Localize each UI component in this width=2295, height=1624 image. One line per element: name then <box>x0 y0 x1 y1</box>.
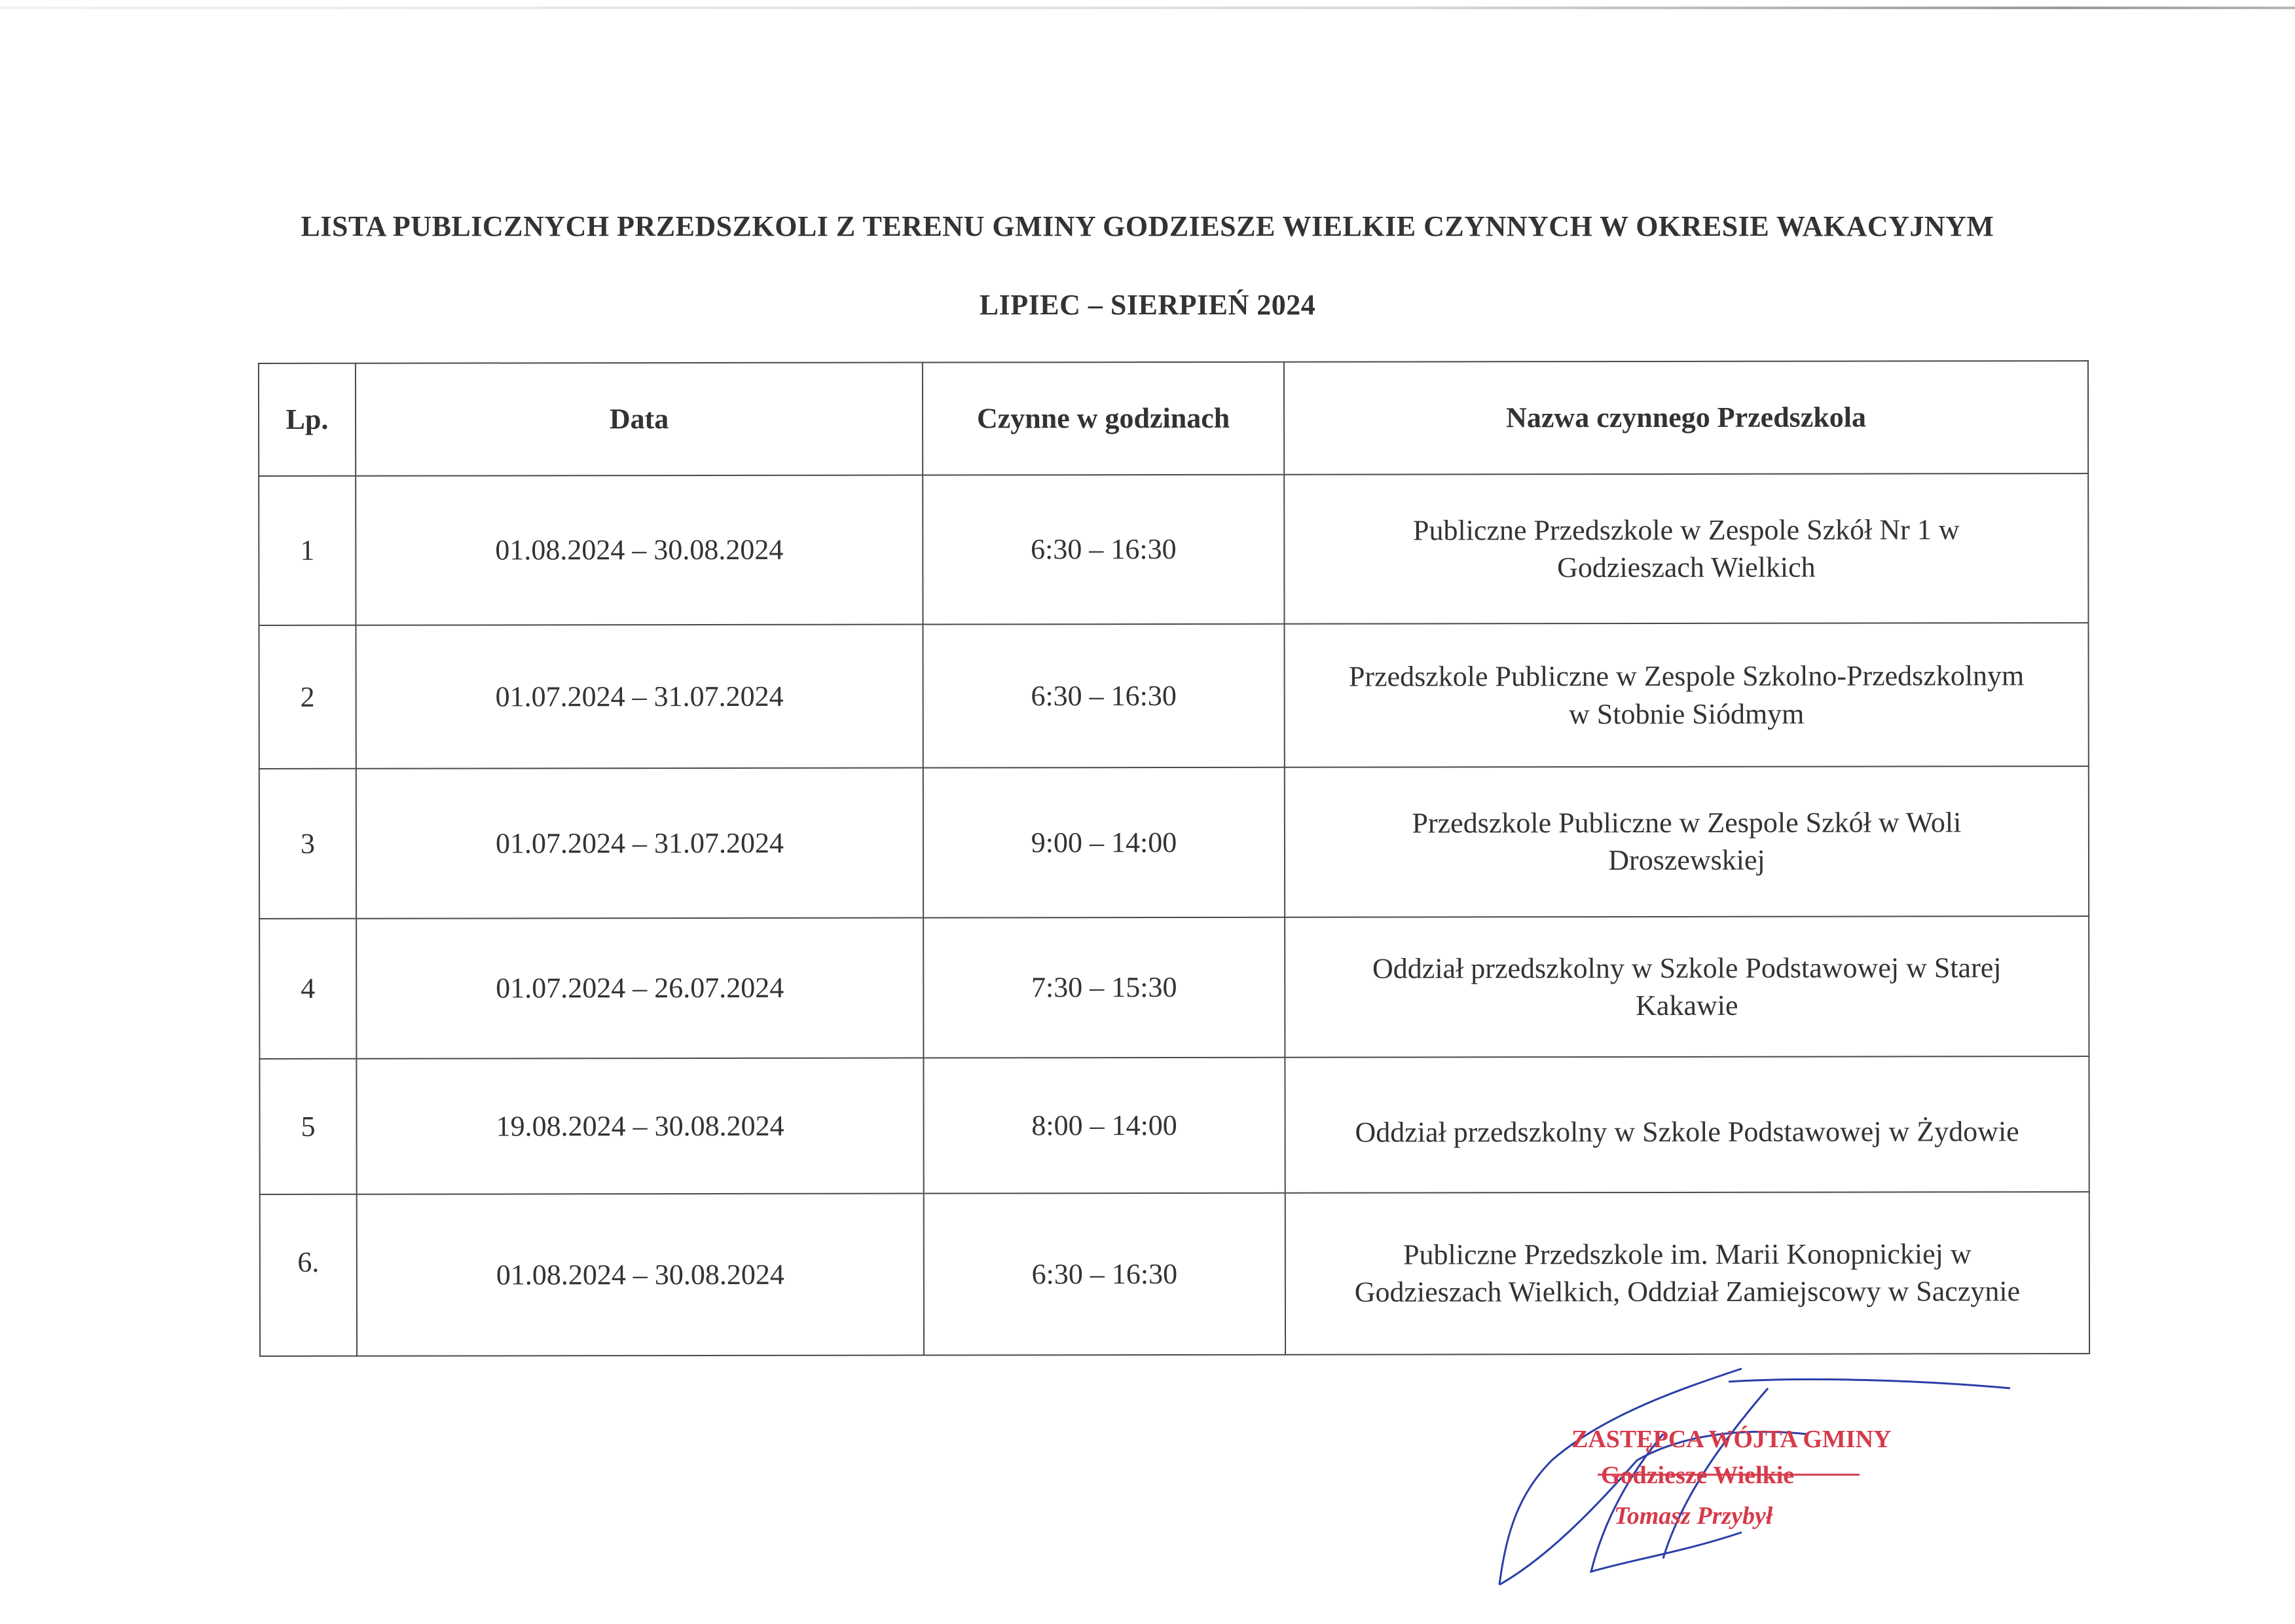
header-lp: Lp. <box>259 363 356 476</box>
name-line: Godzieszach Wielkich, Oddział Zamiejscowy w Saczynie <box>1354 1275 2021 1309</box>
header-hours: Czynne w godzinach <box>923 362 1284 475</box>
table-row <box>259 1056 2089 1194</box>
header-name: Nazwa czynnego Przedszkola <box>1284 361 2088 475</box>
stamp-line-2: Godziesze Wielkie <box>1601 1462 1795 1489</box>
preschool-table <box>258 360 2090 1357</box>
name-line: Kakawie <box>1636 989 1738 1022</box>
cell-date: 01.07.2024 – 31.07.2024 <box>356 625 923 769</box>
name-line: w Stobnie Siódmym <box>1568 697 1805 730</box>
cell-lp: 4 <box>259 919 356 1059</box>
name-line: Publiczne Przedszkole w Zespole Szkół Nr 1 w <box>1412 513 1960 547</box>
table-header-row <box>259 361 2088 476</box>
name-line: Oddział przedszkolny w Szkole Podstawowej w Żydowie <box>1355 1115 2019 1149</box>
cell-name <box>1284 473 2088 624</box>
table-row <box>259 623 2089 769</box>
name-line: Godzieszach Wielkich <box>1557 551 1816 584</box>
cell-hours: 9:00 – 14:00 <box>923 767 1285 918</box>
name-line: Publiczne Przedszkole im. Marii Konopnickiej w <box>1403 1238 1972 1271</box>
cell-hours: 6:30 – 16:30 <box>923 624 1285 768</box>
cell-hours: 7:30 – 15:30 <box>923 917 1285 1058</box>
signature-stroke <box>1729 1379 2010 1388</box>
cell-lp: 1 <box>259 476 356 625</box>
cell-name <box>1285 1056 2089 1193</box>
cell-lp: 2 <box>259 625 356 769</box>
cell-date: 01.07.2024 – 26.07.2024 <box>356 918 923 1059</box>
cell-date: 19.08.2024 – 30.08.2024 <box>356 1058 923 1194</box>
cell-lp: 3 <box>259 769 356 919</box>
cell-hours: 6:30 – 16:30 <box>923 475 1284 625</box>
header-date: Data <box>356 363 923 476</box>
name-line: Przedszkole Publiczne w Zespole Szkół w Woli <box>1412 806 1962 840</box>
stamp-line-3: Tomasz Przybył <box>1614 1502 1773 1530</box>
cell-hours: 6:30 – 16:30 <box>924 1193 1285 1356</box>
scan-edge <box>0 7 2295 9</box>
official-stamp-signature <box>1467 1362 2121 1598</box>
document-title: LISTA PUBLICZNYCH PRZEDSZKOLI Z TERENU GMINY GODZIESZE WIELKIE CZYNNYCH W OKRESIE WAKACYJNYM <box>301 210 1994 242</box>
cell-date: 01.07.2024 – 31.07.2024 <box>356 768 923 919</box>
table-row <box>259 473 2088 625</box>
table-row <box>259 916 2089 1059</box>
table-row <box>260 1192 2089 1356</box>
table-row <box>259 766 2089 919</box>
cell-date: 01.08.2024 – 30.08.2024 <box>357 1193 924 1356</box>
stamp-line-1: ZASTĘPCA WÓJTA GMINY <box>1571 1426 1892 1453</box>
name-line: Przedszkole Publiczne w Zespole Szkolno-Przedszkolnym <box>1348 659 2025 693</box>
cell-hours: 8:00 – 14:00 <box>923 1058 1285 1194</box>
cell-date: 01.08.2024 – 30.08.2024 <box>356 475 923 625</box>
document-subtitle: LIPIEC – SIERPIEŃ 2024 <box>979 289 1316 321</box>
name-line: Droszewskiej <box>1608 844 1765 877</box>
name-line: Oddział przedszkolny w Szkole Podstawowej w Starej <box>1372 951 2002 985</box>
cell-name <box>1285 1192 2089 1355</box>
cell-name <box>1285 916 2089 1058</box>
cell-name <box>1285 623 2089 767</box>
cell-lp: 5 <box>259 1059 356 1194</box>
cell-lp: 6. <box>260 1194 357 1356</box>
cell-name <box>1285 766 2089 917</box>
